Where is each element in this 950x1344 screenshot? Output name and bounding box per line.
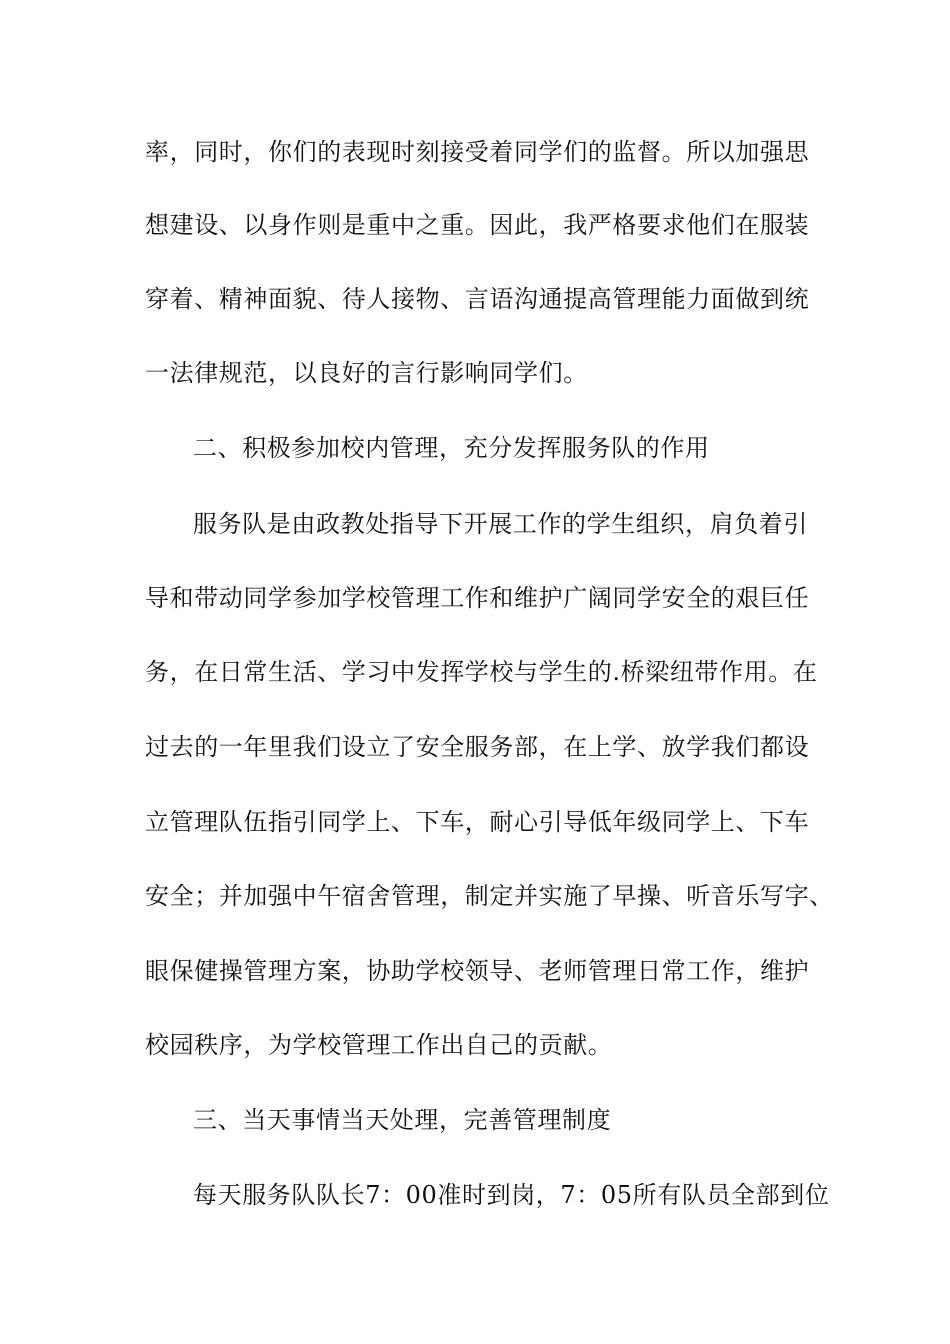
text-line: 安全；并加强中午宿舍管理，制定并实施了早操、听音乐写字、 — [145, 882, 834, 910]
text-line: 导和带动同学参加学校管理工作和维护广阔同学安全的艰巨任 — [145, 584, 810, 612]
text-line: 服务队是由政教处指导下开展工作的学生组织，肩负着引 — [193, 510, 808, 538]
text-line: 率，同时，你们的表现时刻接受着同学们的监督。所以加强思 — [145, 138, 810, 166]
text-line: 务，在日常生活、学习中发挥学校与学生的.桥梁纽带作用。在 — [145, 658, 818, 686]
text-line: 每天服务队队长7：00准时到岗，7：05所有队员全部到位 — [193, 1181, 830, 1209]
text-line: 校园秩序，为学校管理工作出自己的贡献。 — [145, 1031, 613, 1059]
section-heading: 三、当天事情当天处理，完善管理制度 — [193, 1106, 612, 1134]
text-line: 过去的一年里我们设立了安全服务部，在上学、放学我们都设 — [145, 733, 810, 761]
text-line: 想建设、以身作则是重中之重。因此，我严格要求他们在服装 — [145, 211, 810, 239]
section-heading: 二、积极参加校内管理，充分发挥服务队的作用 — [193, 434, 710, 462]
text-line: 一法律规范，以良好的言行影响同学们。 — [145, 359, 588, 387]
text-line: 立管理队伍指引同学上、下车，耐心引导低年级同学上、下车 — [145, 808, 810, 836]
text-line: 穿着、精神面貌、待人接物、言语沟通提高管理能力面做到统 — [145, 285, 810, 313]
text-line: 眼保健操管理方案，协助学校领导、老师管理日常工作，维护 — [145, 957, 810, 985]
